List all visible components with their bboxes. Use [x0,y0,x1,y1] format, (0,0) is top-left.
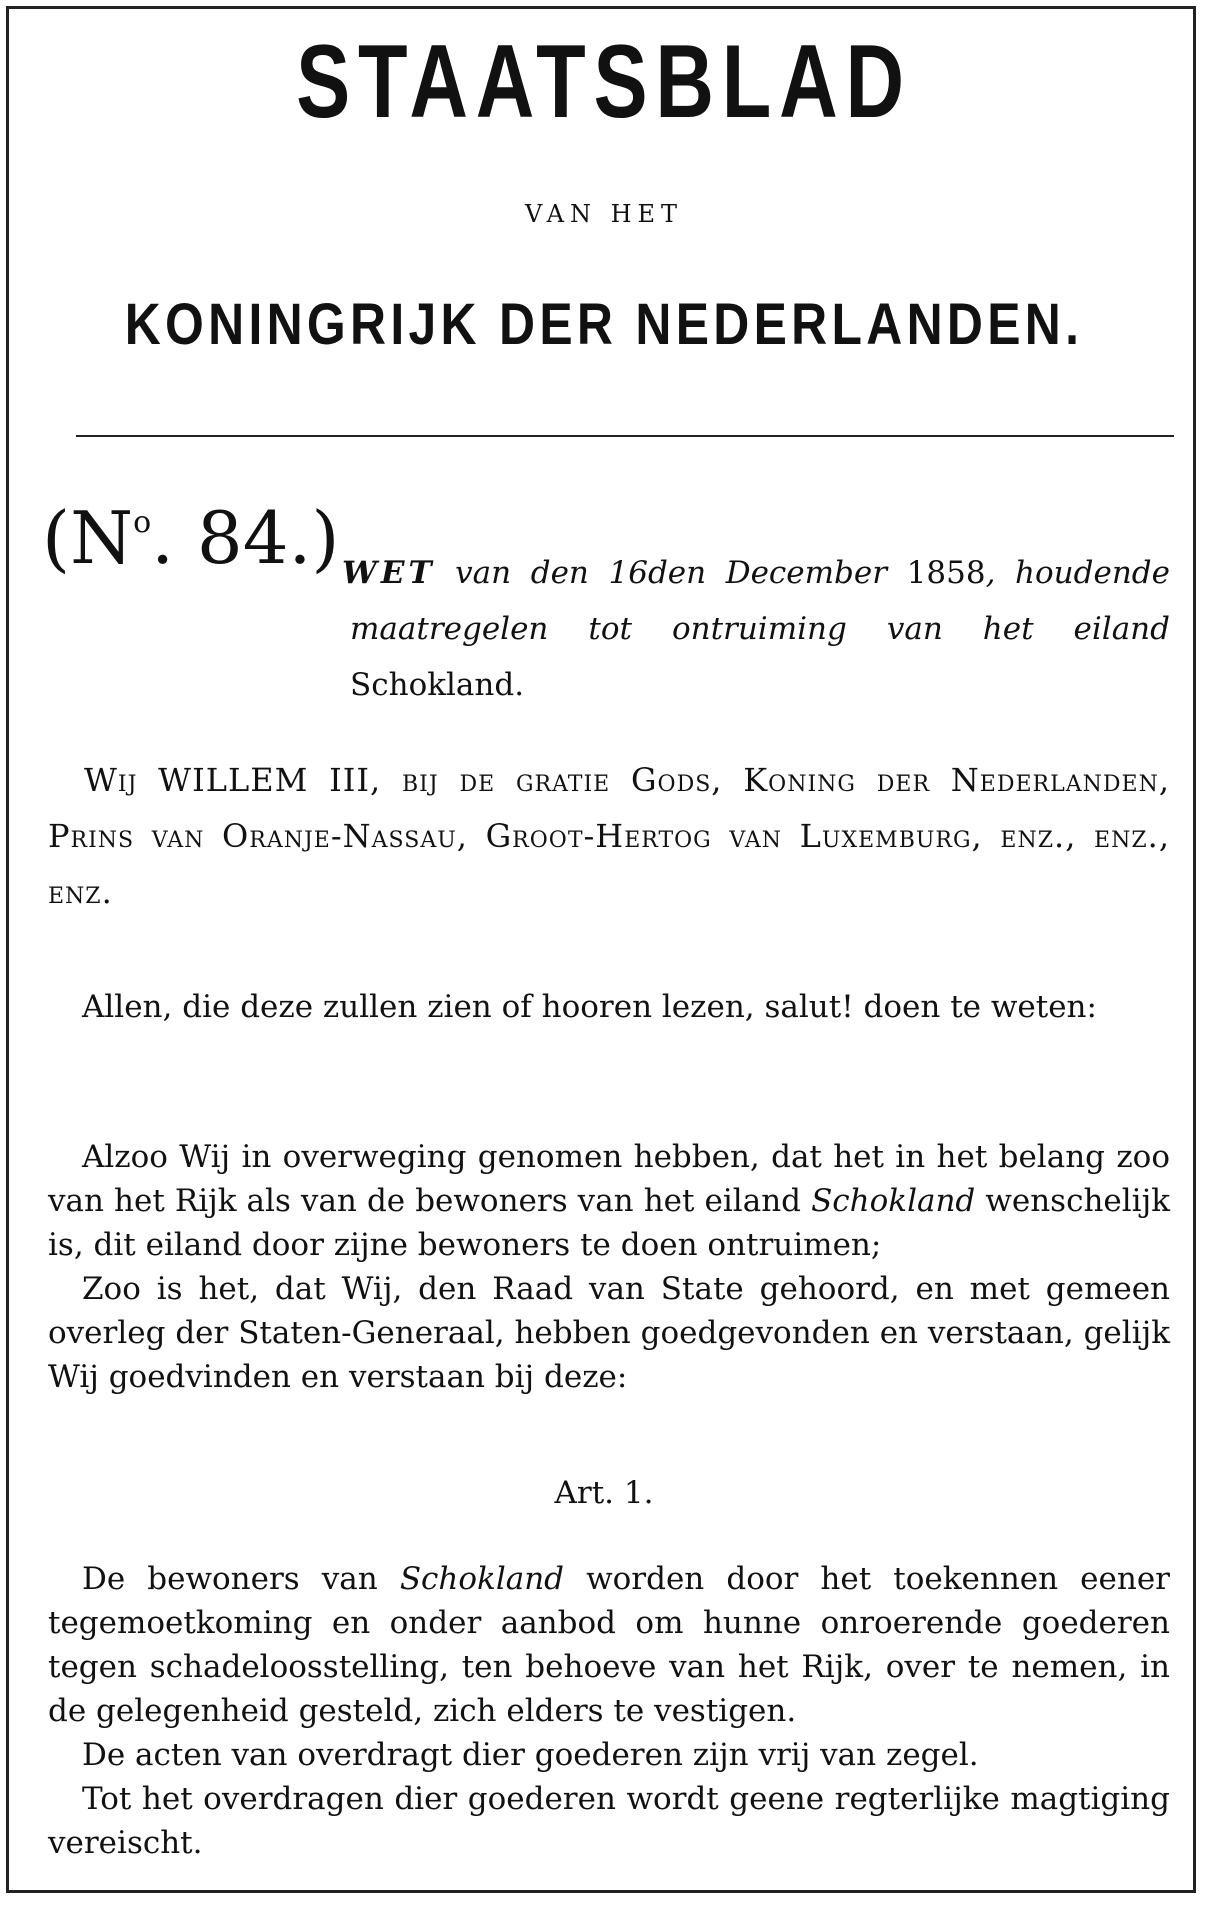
preamble-monarch-text: Wij WILLEM III, bij de gratie Gods, Koning der Nederlanden, Prins van Oranje-Nassau, Groot-Hertog van Luxemburg, enz., enz., enz. [48,761,1170,911]
considerations-paragraph [48,1135,1170,1267]
salutation-paragraph [48,985,1170,1029]
law-number-prefix: (N [42,496,134,580]
considerations-text-b: wenschelijk is, dit eiland door zijne bewoners te doen ontruimen; [48,1183,1170,1263]
law-title-part1: van den 16den December [435,555,907,591]
article-1-heading: Art. 1. [554,1475,654,1511]
wet-label: WET [342,555,436,591]
masthead-kingdom: KONINGRIJK DER NEDERLANDEN. [124,292,1084,357]
masthead-divider [76,435,1174,437]
article-1-p1-a: De bewoners van [82,1561,400,1597]
article-1-p3: Tot het overdragen dier goederen wordt geene regterlijke magtiging vereischt. [48,1781,1170,1861]
law-number-sup: o [133,505,152,540]
preamble-monarch [48,752,1170,920]
masthead-van-het: VAN HET [524,200,684,228]
article-1-p2: De acten van overdragt dier goederen zijn vrij van zegel. [82,1737,979,1773]
law-title-island: Schokland. [350,667,525,703]
article-1-paragraph-1 [48,1557,1170,1733]
enactment-text: Zoo is het, dat Wij, den Raad van State gehoord, en met gemeen overleg der Staten-Generaal, hebben goedgevonden en verstaan, gelijk Wij goedvinden en verstaan bij deze: [48,1271,1170,1395]
article-1-p1-island: Schokland [399,1561,565,1597]
law-number [42,496,340,580]
article-1-p1-b: worden door het toekennen eener tegemoetkoming en onder aanbod om hunne onroerende goederen tegen schadeloosstelling, ten behoeve van het Rijk, over te nemen, in de gelegenheid gesteld, zich elders te vestigen. [48,1561,1170,1729]
enactment-paragraph [48,1267,1170,1399]
law-title [342,545,1170,713]
article-1-paragraph-3 [48,1777,1170,1865]
considerations-island: Schokland [811,1183,976,1219]
law-title-year: 1858 [906,555,986,591]
law-title-part2: , houdende maatregelen tot ontruiming van het eiland [350,555,1170,647]
considerations-text-a: Alzoo Wij in overweging genomen hebben, dat het in het belang zoo van het Rijk als van de bewoners van het eiland [48,1139,1170,1219]
article-1-paragraph-2 [48,1733,1170,1777]
law-number-value: . 84.) [151,496,340,580]
masthead-title: STAATSBLAD [296,24,912,140]
salutation-text: Allen, die deze zullen zien of hooren lezen, salut! doen te weten: [82,989,1097,1025]
